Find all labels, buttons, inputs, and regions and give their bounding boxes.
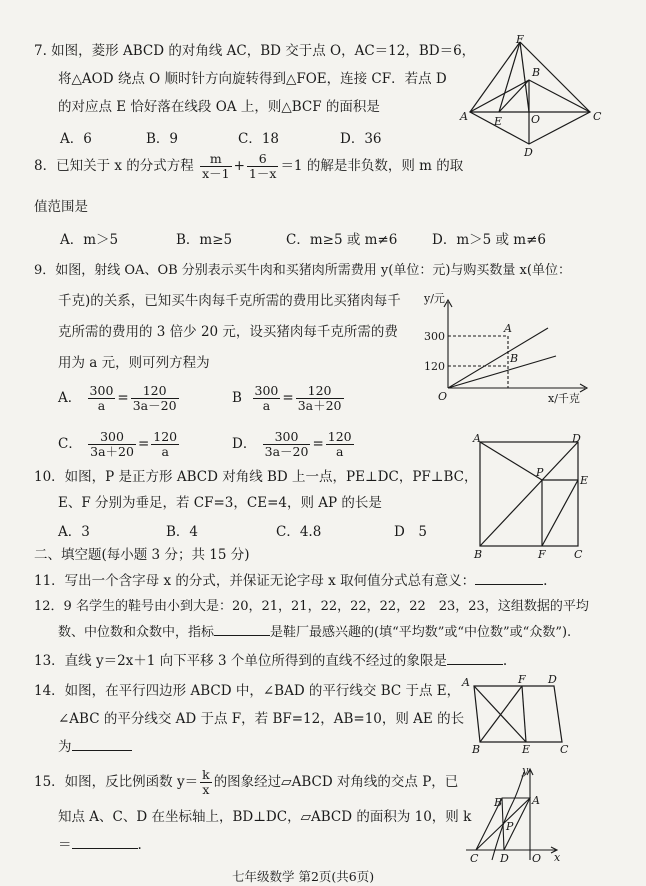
q15-label-d: D [500, 852, 509, 865]
q10-square-figure [470, 432, 594, 560]
q9-tick-300: 300 [424, 330, 445, 343]
q9-d-d2: a [335, 444, 344, 459]
q15-prefix: 15．如图，反比例函数 y＝ [34, 774, 199, 790]
q7-option-a: A．6 [60, 131, 92, 147]
page-footer: 七年级数学 第2页(共6页) [232, 869, 375, 884]
q15-frac-numerator: k [202, 767, 210, 782]
q7-label-e: E [494, 115, 503, 128]
q9-d-n1: 300 [263, 430, 311, 445]
q7-line3: 的对应点 E 恰好落在线段 OA 上，则△BCF 的面积是 [58, 99, 380, 115]
q14-label-b: B [472, 743, 481, 756]
q7-option-d: D．36 [340, 131, 382, 147]
q14-line1: 14．如图，在平行四边形 ABCD 中，∠BAD 的平行线交 BC 于点 E， [34, 683, 461, 699]
q12-line2a: 数、中位数和众数中，指标 [58, 625, 215, 640]
q9-c-label: C． [58, 436, 82, 452]
q7-label-d: D [524, 146, 533, 159]
q7-label-o: O [531, 113, 541, 126]
q13-line [34, 652, 507, 670]
q8-fraction-1 [200, 152, 232, 181]
q15-frac-denominator: x [202, 782, 210, 797]
q8-frac2-numerator: 6 [247, 152, 279, 167]
q10-option-a: A．3 [58, 524, 90, 540]
q9-x-axis-label: x/千克 [548, 392, 580, 405]
q9-line1: 9．如图，射线 OA、OB 分别表示买牛肉和买猪肉所需费用 y(单位：元)与购买数量 x(单位： [34, 263, 571, 278]
q9-graph-figure [420, 290, 600, 408]
q9-c-n2: 120 [153, 429, 178, 444]
q9-option-c [58, 430, 181, 459]
q9-a-n1: 300 [89, 383, 114, 398]
q10-line2: E、F 分别为垂足，若 CF=3，CE=4，则 AP 的长是 [58, 495, 382, 511]
q9-c-d2: a [161, 444, 169, 459]
q10-label-f: F [538, 548, 546, 561]
q9-tick-120: 120 [424, 360, 445, 373]
q10-option-c: C．4.8 [276, 524, 322, 540]
q14-line3 [58, 738, 132, 756]
q9-line4: 用为 a 元，则可列方程为 [58, 355, 210, 371]
q8-option-b: B．m≥5 [176, 232, 233, 248]
q9-line3: 克所需的费用的 3 倍少 20 元，设买猪肉每千克所需的费 [58, 324, 398, 340]
q10-label-p: P [536, 466, 544, 479]
q15-coordinate-figure [462, 764, 572, 864]
q10-label-a: A [473, 432, 481, 445]
q9-d-d1: 3a－20 [264, 444, 309, 459]
q7-label-a: A [460, 110, 468, 123]
q14-line3-text: 为 [58, 739, 72, 755]
q12-line1: 12．9 名学生的鞋号由小到大是：20，21，21，22，22，22，22 23，23，这组数据的平均 [34, 599, 589, 614]
q9-point-b: B [510, 352, 519, 365]
q15-line3 [58, 836, 142, 854]
q14-label-a: A [462, 676, 470, 689]
q11-line: 11．写出一个含字母 x 的分式，并保证无论字母 x 取何值分式总有意义： . [34, 573, 548, 589]
section-2-heading: 二、填空题(每小题 3 分；共 15 分) [34, 547, 250, 563]
q7-label-c: C [593, 110, 602, 123]
q11-text: 11．写出一个含字母 x 的分式，并保证无论字母 x 取何值分式总有意义： [34, 573, 476, 589]
q10-label-c: C [574, 548, 583, 561]
q10-label-e: E [580, 474, 589, 487]
q7-line1: 7. 如图，菱形 ABCD 的对角线 AC，BD 交于点 O，AC＝12，BD＝6， [34, 43, 476, 59]
q14-line2: ∠ABC 的平分线交 AD 于点 F，若 BF=12，AB=10，则 AE 的长 [58, 711, 465, 727]
q8-plus: + [233, 158, 245, 174]
q8-line1 [34, 152, 463, 181]
q9-point-a: A [504, 322, 512, 335]
q15-label-o: O [532, 852, 542, 865]
q14-parallelogram-figure [460, 672, 580, 754]
q7-rhombus-figure [460, 34, 610, 158]
q12-answer-blank[interactable] [214, 635, 270, 636]
q9-origin-label: O [438, 390, 448, 403]
q9-a-d2: 3a－20 [132, 398, 177, 413]
q10-option-b: B．4 [166, 524, 199, 540]
q9-b-d2: 3a＋20 [297, 398, 342, 413]
q15-label-p: P [506, 820, 514, 833]
q9-a-n2: 120 [131, 384, 179, 399]
q15-label-c: C [470, 852, 479, 865]
q14-label-f: F [518, 673, 526, 686]
q9-option-a [58, 384, 181, 413]
q9-a-label: A． [58, 390, 82, 406]
q7-option-b: B．9 [146, 131, 179, 147]
q9-c-eq: = [137, 436, 150, 452]
q9-b-label: B [232, 390, 242, 406]
q9-d-eq: = [312, 436, 324, 452]
q9-a-d1: a [97, 398, 106, 413]
q14-answer-blank[interactable] [72, 750, 132, 751]
q15-label-a: A [532, 794, 540, 807]
q9-c-n1: 300 [88, 430, 136, 445]
q13-text: 13．直线 y＝2x＋1 向下平移 3 个单位所得到的直线不经过的象限是 [34, 653, 447, 669]
q15-line1 [34, 768, 458, 797]
q8-option-c: C．m≥5 或 m≠6 [286, 232, 398, 248]
q8-frac1-numerator: m [200, 152, 232, 167]
q15-answer-blank[interactable] [72, 848, 138, 849]
q8-option-a: A．m＞5 [60, 232, 119, 248]
q14-label-e: E [522, 743, 531, 756]
q12-line2 [58, 624, 571, 642]
q8-option-d: D．m＞5 或 m≠6 [432, 232, 546, 248]
q10-label-d: D [572, 432, 581, 445]
q7-line2: 将△AOD 绕点 O 顺时针方向旋转得到△FOE，连接 CF．若点 D [58, 71, 447, 87]
q7-label-f: F [516, 33, 524, 46]
q9-a-eq: = [117, 390, 129, 406]
q15-fraction [200, 768, 212, 797]
q8-prefix: 8．已知关于 x 的分式方程 [34, 158, 194, 174]
q9-line2: 千克)的关系，已知买牛肉每千克所需的费用比买猪肉每千 [58, 293, 401, 309]
q9-d-label: D． [232, 436, 257, 452]
q9-option-d [232, 430, 356, 459]
q13-end: . [502, 653, 508, 669]
q15-label-b: B [494, 796, 503, 809]
q10-line1: 10．如图，P 是正方形 ABCD 对角线 BD 上一点，PE⊥DC，PF⊥BC， [34, 469, 478, 485]
q9-b-d1: a [262, 398, 271, 413]
q9-option-b [232, 384, 346, 413]
q8-frac1-denominator: x－1 [202, 166, 230, 181]
q8-line2: 值范围是 [34, 199, 88, 215]
q15-suffix: 的图象经过▱ABCD 对角线的交点 P，已 [213, 774, 459, 790]
q9-y-axis-label: y/元 [424, 292, 445, 305]
q9-c-d1: 3a＋20 [90, 444, 134, 459]
q8-frac2-denominator: 1－x [248, 166, 277, 181]
q11-answer-blank[interactable] [475, 584, 543, 585]
q13-answer-blank[interactable] [447, 664, 503, 665]
q9-b-n1: 300 [254, 383, 279, 398]
q14-label-c: C [560, 743, 569, 756]
q10-label-b: B [474, 548, 483, 561]
q10-option-d: D 5 [394, 524, 427, 540]
q7-label-b: B [532, 66, 541, 79]
q15-line2: 知点 A、C、D 在坐标轴上，BD⊥DC，▱ABCD 的面积为 10，则 k [58, 809, 472, 825]
q9-b-n2: 120 [296, 384, 344, 399]
q7-option-c: C．18 [238, 131, 280, 147]
q12-line2b: 是鞋厂最感兴趣的(填“平均数”或“中位数”或“众数”). [270, 625, 572, 640]
q14-label-d: D [548, 673, 557, 686]
q9-d-n2: 120 [327, 429, 352, 444]
q15-line3-text: ＝ [58, 837, 72, 853]
q15-label-y: y [522, 764, 529, 777]
q15-line3-end: . [137, 837, 142, 853]
q8-suffix: ＝1 的解是非负数，则 m 的取 [280, 158, 464, 174]
q8-fraction-2 [247, 152, 279, 181]
q9-b-eq: = [282, 390, 294, 406]
q15-label-x: x [554, 851, 561, 864]
